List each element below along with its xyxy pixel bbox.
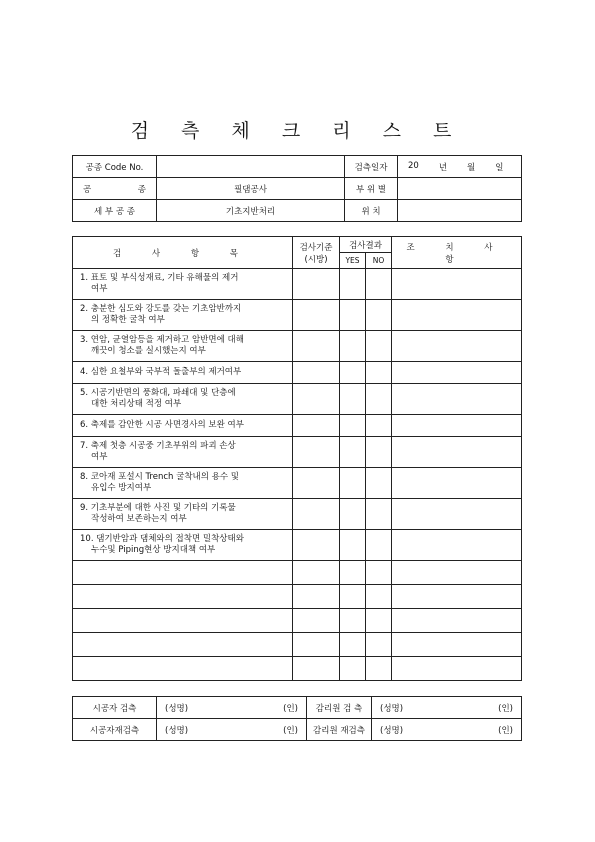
action-cell[interactable] [392,561,522,585]
checklist-row [73,269,522,300]
code-label: 공종 Code No. [73,156,157,178]
name-placeholder: (성명) [380,725,404,736]
checklist-row [73,530,522,561]
contractor-inspection-signature[interactable] [157,697,307,719]
signature-table [72,696,522,741]
yes-cell[interactable] [340,633,366,657]
checklist-item-text [73,269,293,300]
checklist-row [73,499,522,530]
checklist-row [73,468,522,499]
checklist-item-line2: 여부 [91,452,108,462]
checklist-item-text [73,437,293,468]
action-cell[interactable] [392,384,522,415]
items-header: 검 사 항 목 [73,237,293,269]
yes-cell[interactable] [340,468,366,499]
name-placeholder: (성명) [380,703,404,714]
detail-label: 세 부 공 종 [73,200,157,222]
checklist-item-text [73,499,293,530]
seal-placeholder: (인) [498,703,513,714]
contractor-reinspection-signature[interactable] [157,719,307,741]
checklist-row [73,384,522,415]
date-year-unit: 년 [438,162,448,173]
date-field[interactable] [398,156,522,178]
no-cell[interactable] [366,468,392,499]
seal-placeholder: (인) [283,725,298,736]
standard-cell[interactable] [293,437,340,468]
checklist-item-line1: 9. 기초부분에 대한 사진 및 기타의 기록물 [80,503,236,513]
action-cell[interactable] [392,499,522,530]
yes-cell[interactable] [340,530,366,561]
page-title: 검 측 체 크 리 스 트 [130,120,465,142]
action-cell[interactable] [392,633,522,657]
date-day-unit: 일 [495,162,504,173]
yes-cell[interactable] [340,561,366,585]
yes-cell[interactable] [340,609,366,633]
standard-cell[interactable] [293,331,340,362]
no-cell[interactable] [366,300,392,331]
standard-header-line2: (시방) [304,254,328,265]
location-label: 위 치 [345,200,398,222]
checklist-item-line1: 2. 충분한 심도와 강도를 갖는 기초암반까지 [80,304,242,314]
blank-row [73,609,522,633]
checklist-item-text [73,362,293,384]
no-cell[interactable] [366,657,392,681]
standard-header [293,237,340,269]
yes-cell[interactable] [340,415,366,437]
checklist-item-line1: 10. 댐기반암과 댐체와의 접착면 밀착상태와 [80,534,244,544]
standard-cell[interactable] [293,530,340,561]
checklist-row [73,362,522,384]
no-cell[interactable] [366,437,392,468]
work-type-label [73,178,157,200]
no-cell[interactable] [366,499,392,530]
action-cell[interactable] [392,362,522,384]
supervisor-reinspection-label: 감리원 재검측 [307,719,372,741]
action-cell[interactable] [392,437,522,468]
checklist-item-line1: 6. 축제를 감안한 시공 사면경사의 보완 여부 [80,420,244,430]
blank-item-cell[interactable] [73,633,293,657]
blank-item-cell[interactable] [73,585,293,609]
checklist-item-line2: 누수및 Piping현상 방지대책 여부 [91,545,216,555]
standard-cell[interactable] [293,585,340,609]
standard-cell[interactable] [293,561,340,585]
part-label: 부 위 별 [345,178,398,200]
location-value[interactable] [398,200,522,222]
checklist-row [73,437,522,468]
no-header: NO [366,253,392,269]
no-cell[interactable] [366,384,392,415]
checklist-item-text [73,331,293,362]
checklist-row [73,331,522,362]
no-cell[interactable] [366,362,392,384]
contractor-inspection-label: 시공자 검측 [73,697,157,719]
action-cell[interactable] [392,609,522,633]
action-cell[interactable] [392,585,522,609]
checklist-row [73,415,522,437]
checklist-item-text [73,415,293,437]
code-value[interactable] [157,156,345,178]
work-type-label-a: 공 [83,184,92,195]
date-year: 20 [408,160,419,171]
supervisor-inspection-label: 감리원 검 측 [307,697,372,719]
no-cell[interactable] [366,609,392,633]
checklist-item-text [73,468,293,499]
seal-placeholder: (인) [283,703,298,714]
blank-item-cell[interactable] [73,609,293,633]
name-placeholder: (성명) [165,725,189,736]
checklist-item-text [73,300,293,331]
yes-cell[interactable] [340,585,366,609]
result-header: 검사결과 [340,237,392,253]
checklist-item-line2: 작성하여 보존하는지 여부 [91,514,187,524]
contractor-reinspection-label: 시공자재검측 [73,719,157,741]
date-month-unit: 월 [467,162,476,173]
no-cell[interactable] [366,530,392,561]
blank-row [73,561,522,585]
standard-cell[interactable] [293,362,340,384]
standard-cell[interactable] [293,609,340,633]
blank-item-cell[interactable] [73,657,293,681]
action-cell[interactable] [392,269,522,300]
work-type-value[interactable]: 필댐공사 [157,178,345,200]
standard-cell[interactable] [293,633,340,657]
no-cell[interactable] [366,269,392,300]
action-cell[interactable] [392,657,522,681]
no-cell[interactable] [366,415,392,437]
yes-cell[interactable] [340,499,366,530]
yes-cell[interactable] [340,384,366,415]
blank-row [73,657,522,681]
date-label: 검측일자 [345,156,398,178]
standard-cell[interactable] [293,468,340,499]
standard-cell[interactable] [293,384,340,415]
supervisor-reinspection-signature[interactable] [372,719,522,741]
checklist-item-text [73,530,293,561]
yes-cell[interactable] [340,269,366,300]
blank-item-cell[interactable] [73,561,293,585]
standard-cell[interactable] [293,499,340,530]
seal-placeholder: (인) [498,725,513,736]
yes-cell[interactable] [340,331,366,362]
standard-header-line1: 검사기준 [299,242,333,253]
yes-cell[interactable] [340,362,366,384]
action-cell[interactable] [392,300,522,331]
action-cell[interactable] [392,415,522,437]
checklist-item-line1: 8. 코아재 포설시 Trench 굴착내의 용수 및 [80,472,239,482]
part-value[interactable] [398,178,522,200]
no-cell[interactable] [366,585,392,609]
checklist-item-line2: 깨끗이 청소를 실시했는지 여부 [91,346,206,356]
action-header: 조 치 사 항 [392,237,522,269]
standard-cell[interactable] [293,269,340,300]
action-cell[interactable] [392,468,522,499]
checklist-item-line1: 4. 심한 요철부와 국부적 돌출부의 제거여부 [80,367,242,377]
checklist-item-line2: 대한 처리상태 적정 여부 [91,399,182,409]
checklist-item-line1: 3. 연암, 균열암등을 제거하고 암반면에 대해 [80,335,244,345]
detail-value[interactable]: 기초지반처리 [157,200,345,222]
checklist-item-line1: 1. 표토 및 부식성재료, 기타 유해물의 제거 [80,273,239,283]
yes-header: YES [340,253,366,269]
checklist-item-line2: 여부 [91,284,108,294]
yes-cell[interactable] [340,300,366,331]
work-type-label-b: 종 [137,184,146,195]
action-cell[interactable] [392,331,522,362]
no-cell[interactable] [366,331,392,362]
no-cell[interactable] [366,633,392,657]
action-cell[interactable] [392,530,522,561]
checklist-row [73,300,522,331]
checklist-item-line1: 5. 시공기반면의 풍화대, 파쇄대 및 단층에 [80,388,236,398]
checklist-item-line1: 7. 축제 첫층 시공중 기초부위의 파괴 손상 [80,441,236,451]
blank-row [73,585,522,609]
no-cell[interactable] [366,561,392,585]
checklist-item-line2: 의 정확한 굴착 여부 [91,315,165,325]
standard-cell[interactable] [293,415,340,437]
standard-cell[interactable] [293,300,340,331]
blank-row [73,633,522,657]
name-placeholder: (성명) [165,703,189,714]
supervisor-inspection-signature[interactable] [372,697,522,719]
checklist-item-line2: 유입수 방지여부 [91,483,152,493]
checklist-item-text [73,384,293,415]
checklist-table [72,236,522,681]
yes-cell[interactable] [340,657,366,681]
standard-cell[interactable] [293,657,340,681]
yes-cell[interactable] [340,437,366,468]
header-info-table [72,155,522,222]
